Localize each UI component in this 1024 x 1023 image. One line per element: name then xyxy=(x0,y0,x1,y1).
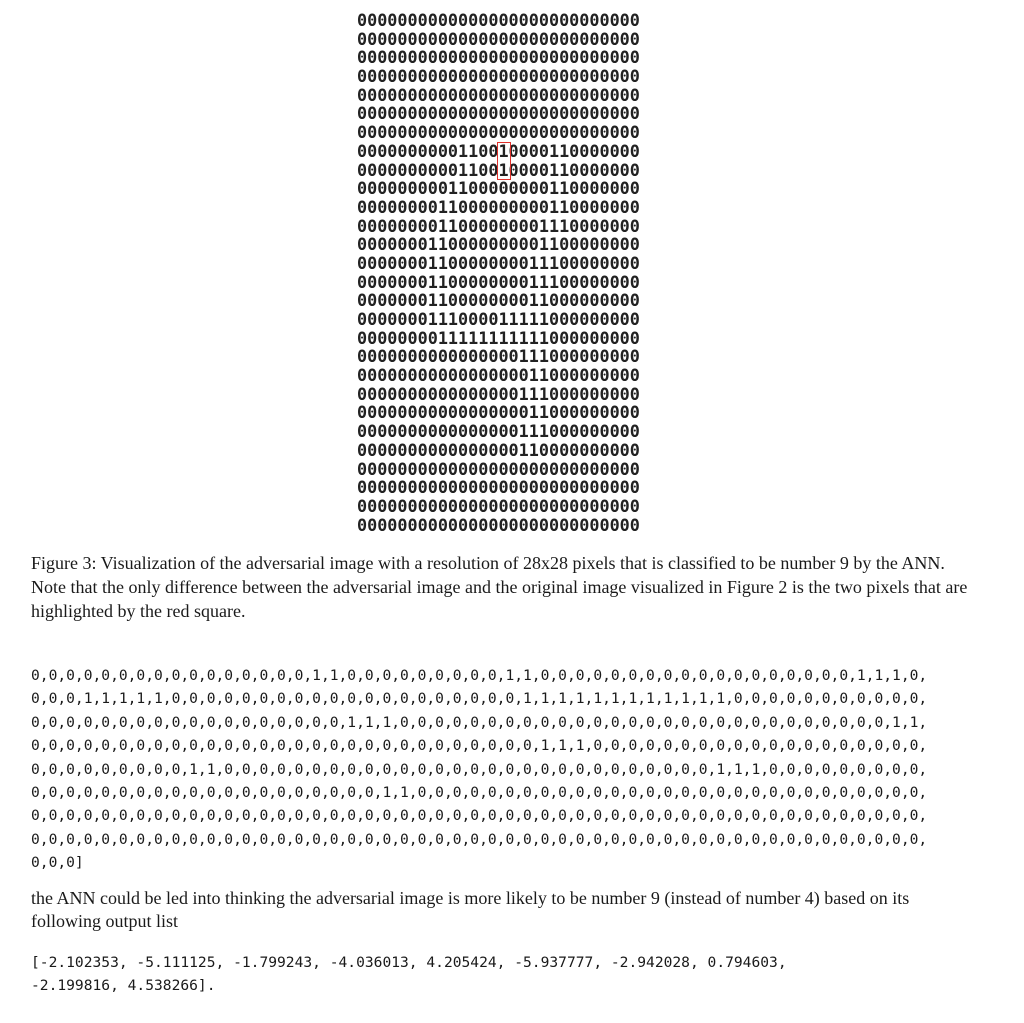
highlight-square xyxy=(497,142,511,180)
output-line: [-2.102353, -5.111125, -1.799243, -4.036013, 4.205424, -5.937777, -2.942028, 0.794603, xyxy=(31,954,787,971)
grid-row: 0000000000000000000000000000 xyxy=(357,495,640,516)
vector-line: 0,0,0,0,0,0,0,0,0,0,0,0,0,0,0,0,0,0,1,1,1,0,0,0,0,0,0,0,0,0,0,0,0,0,0,0,0,0,0,0,0,0,0,0,0,0,0,0,0,1,1, xyxy=(31,713,928,731)
grid-row: 0000000110000000011100000000 xyxy=(357,252,640,273)
output-line: -2.199816, 4.538266]. xyxy=(31,977,216,994)
vector-line: 0,0,0,0,0,0,0,0,0,0,0,0,0,0,0,0,0,0,0,0,0,0,0,0,0,0,0,0,0,1,1,1,0,0,0,0,0,0,0,0,0,0,0,0,0,0,0,0,0,0,0, xyxy=(31,737,928,755)
pixel-vector xyxy=(31,664,927,875)
grid-row: 0000000000000000000000000000 xyxy=(357,10,640,30)
vector-line: 0,0,0,0,0,0,0,0,0,0,0,0,0,0,0,0,0,0,0,0,0,0,0,0,0,0,0,0,0,0,0,0,0,0,0,0,0,0,0,0,0,0,0,0,0,0,0,0,0,0,0, xyxy=(31,830,928,848)
grid-row: 0000000011000000000110000000 xyxy=(357,196,640,217)
vector-line: 0,0,0,0,0,0,0,0,0,1,1,0,0,0,0,0,0,0,0,0,0,0,0,0,0,0,0,0,0,0,0,0,0,0,0,0,0,0,0,1,1,1,0,0,0,0,0,0,0,0,0, xyxy=(31,760,928,778)
vector-line: 0,0,0,0,0,0,0,0,0,0,0,0,0,0,0,0,0,0,0,0,1,1,0,0,0,0,0,0,0,0,0,0,0,0,0,0,0,0,0,0,0,0,0,0,0,0,0,0,0,0,0, xyxy=(31,784,928,802)
grid-row: 0000000000000000110000000000 xyxy=(357,439,640,460)
grid-row: 0000000000000000000000000000 xyxy=(357,514,640,535)
grid-row: 0000000000000000000000000000 xyxy=(357,103,640,124)
grid-row: 0000000000000000000000000000 xyxy=(357,66,640,87)
grid-row: 0000000000110010000110000000 xyxy=(357,159,640,180)
vector-line: 0,0,0] xyxy=(31,854,84,872)
adversarial-image-grid xyxy=(357,11,640,534)
grid-row: 0000000001100000000110000000 xyxy=(357,178,640,199)
grid-row: 0000000110000000001100000000 xyxy=(357,234,640,255)
grid-row: 0000000111000011111000000000 xyxy=(357,309,640,329)
grid-row: 0000000000000000011000000000 xyxy=(357,402,640,423)
vector-line: 0,0,0,1,1,1,1,1,0,0,0,0,0,0,0,0,0,0,0,0,0,0,0,0,0,0,0,0,1,1,1,1,1,1,1,1,1,1,1,1,0,0,0,0,0,0,0,0,0,0,0, xyxy=(31,690,928,708)
vector-line: 0,0,0,0,0,0,0,0,0,0,0,0,0,0,0,0,0,0,0,0,0,0,0,0,0,0,0,0,0,0,0,0,0,0,0,0,0,0,0,0,0,0,0,0,0,0,0,0,0,0,0, xyxy=(31,807,928,825)
grid-row: 0000000011000000001110000000 xyxy=(357,215,640,236)
grid-row: 0000000000110010000110000000 xyxy=(357,140,640,161)
vector-line: 0,0,0,0,0,0,0,0,0,0,0,0,0,0,0,0,1,1,0,0,0,0,0,0,0,0,0,1,1,0,0,0,0,0,0,0,0,0,0,0,0,0,0,0,0,0,0,1,1,1,0, xyxy=(31,667,928,684)
grid-row: 0000000000000000111000000000 xyxy=(357,346,640,367)
grid-row: 0000000000000000011000000000 xyxy=(357,365,640,386)
grid-row: 0000000000000000111000000000 xyxy=(357,383,640,404)
grid-row: 0000000000000000000000000000 xyxy=(357,477,640,498)
grid-row: 0000000000000000000000000000 xyxy=(357,28,640,49)
grid-row: 0000000000000000000000000000 xyxy=(357,47,640,68)
grid-row: 0000000000000000000000000000 xyxy=(357,84,640,105)
grid-row: 0000000110000000011100000000 xyxy=(357,271,640,292)
body-paragraph: the ANN could be led into thinking the adversarial image is more likely to be number 9 (instead of number 4) based on its following output list xyxy=(31,888,910,931)
grid-row: 0000000000000000000000000000 xyxy=(357,458,640,479)
grid-row: 0000000011111111111000000000 xyxy=(357,327,640,348)
grid-row: 0000000000000000111000000000 xyxy=(357,421,640,442)
figure-caption: Figure 3: Visualization of the adversarial image with a resolution of 28x28 pixels that is classified to be number 9 by the ANN. Note that the only difference between the adversarial image and the original image visualized in Figure 2 is the two pixels that are highlighted by the red square. xyxy=(31,553,968,621)
grid-row: 0000000110000000011000000000 xyxy=(357,290,640,311)
grid-row: 0000000000000000000000000000 xyxy=(357,122,640,143)
output-list xyxy=(31,951,787,997)
